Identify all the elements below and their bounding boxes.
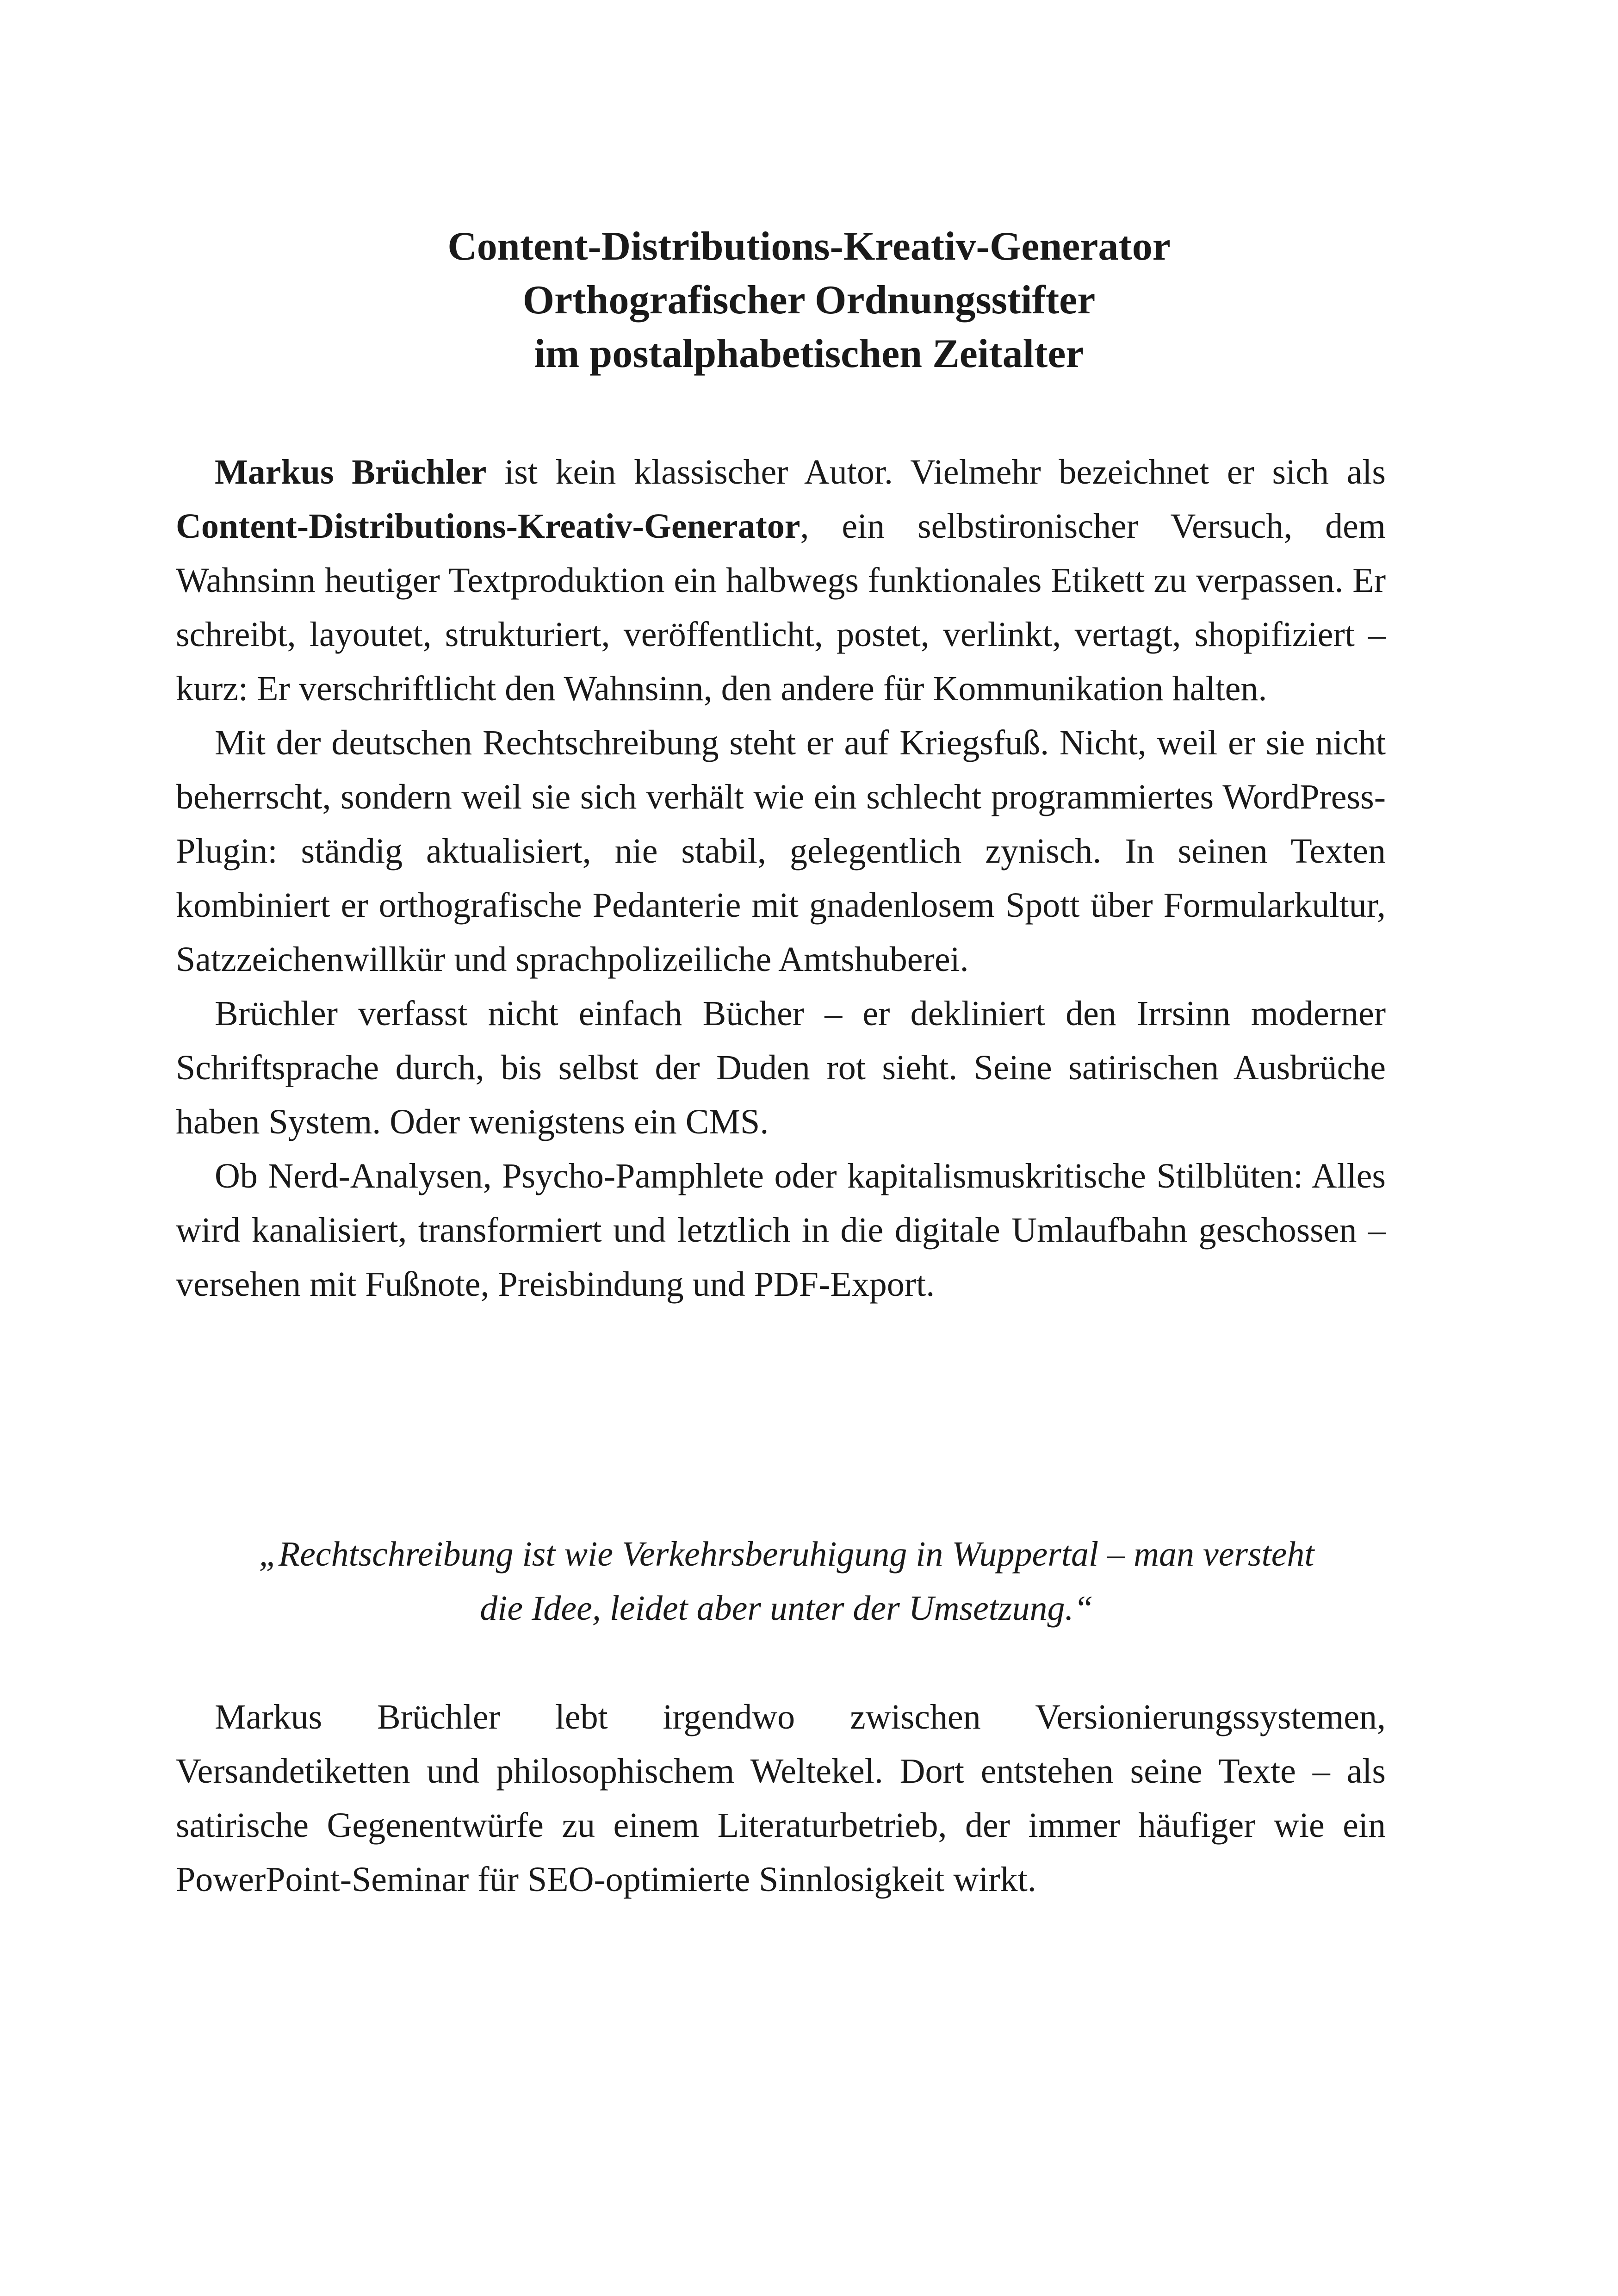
author-role: Content-Distributions-Kreativ-Generator [176,507,800,546]
title-line-3: im postalphabetischen Zeitalter [534,331,1084,376]
paragraph-closing: Markus Brüchler lebt irgendwo zwischen Versionierungssystemen, Versandetiketten und philosophischem Weltekel. Dort entstehen seine Texte – als satirische Gegenentwürfe zu einem Literaturbetrieb, der immer häufiger wie ein PowerPoint-Seminar für SEO-optimierte Sinnlosigkeit wirkt. [176,1698,1386,1899]
paragraph-books: Brüchler verfasst nicht einfach Bücher – er dekliniert den Irrsinn moderner Schriftsprache durch, bis selbst der Duden rot sieht. Seine satirischen Ausbrüche haben System. Oder wenigstens ein CMS. [176,994,1386,1141]
paragraph-orthography: Mit der deutschen Rechtschreibung steht er auf Kriegsfuß. Nicht, weil er sie nicht beherrscht, sondern weil sie sich verhält wie ein schlecht programmiertes WordPress-Plugin: ständig aktualisiert, nie stabil, gelegentlich zynisch. In seinen Texten kombiniert er orthografische Pedanterie mit gnadenlosem Spott über Formularkultur, Satzzeichenwillkür und sprachpolizeiliche Amtshuberei. [176,723,1386,979]
quote-block [199,1527,1374,1636]
page-title [0,220,1618,381]
quote-line-1: „Rechtschreibung ist wie Verkehrsberuhigung in Wuppertal – man versteht [259,1535,1314,1574]
paragraph-intro-text-a: ist kein klassischer Autor. Vielmehr bezeichnet er sich als [486,453,1386,492]
title-line-2: Orthografischer Ordnungsstifter [522,278,1096,323]
title-line-1: Content-Distributions-Kreativ-Generator [447,224,1171,269]
quote-line-2: die Idee, leidet aber unter der Umsetzung.“ [480,1589,1093,1628]
paragraph-genres: Ob Nerd-Analysen, Psycho-Pamphlete oder kapitalismuskritische Stilblüten: Alles wird kanalisiert, transformiert und letztlich in die digitale Umlaufbahn geschossen – versehen mit Fußnote, Preisbindung und PDF-Export. [176,1157,1386,1304]
paragraph-intro-text-b: , ein selbstironischer Versuch, dem Wahnsinn heutiger Textproduktion ein halbwegs funktionales Etikett zu verpassen. Er schreibt, layoutet, strukturiert, veröffentlicht, postet, verlinkt, vertagt, shopifiziert – kurz: Er verschriftlicht den Wahnsinn, den andere für Kommunikation halten. [176,507,1386,708]
closing-text [176,1690,1386,1907]
author-name: Markus Brüchler [215,453,487,492]
paragraph-intro [176,445,1386,716]
body-text [176,445,1386,1312]
